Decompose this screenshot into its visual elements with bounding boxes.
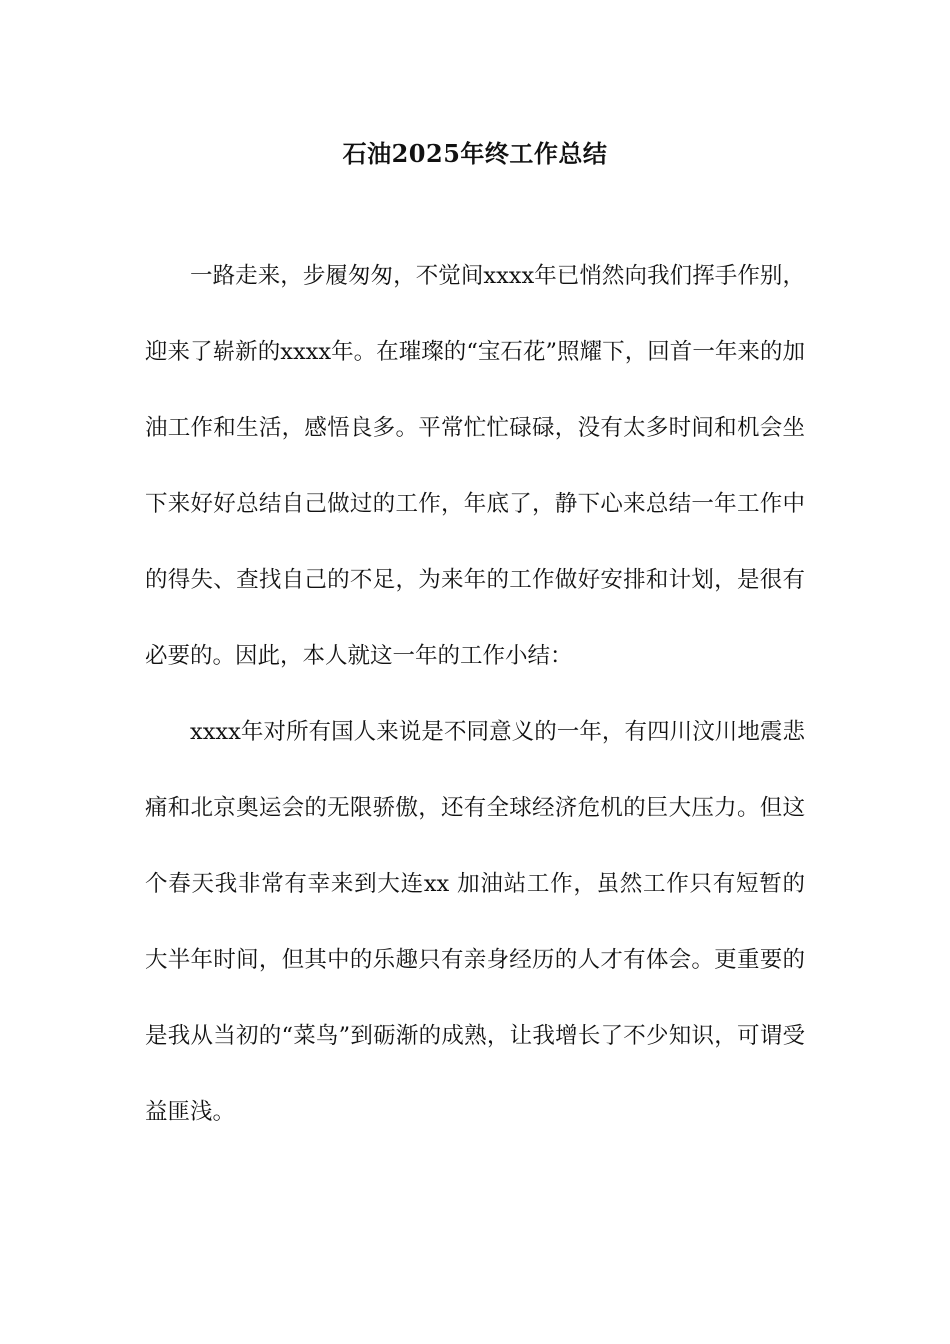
paragraph-intro: 一路走来，步履匆匆，不觉间xxxx年已悄然向我们挥手作别，迎来了崭新的xxxx年。在璀璨的“宝石花”照耀下，回首一年来的加油工作和生活，感悟良多。平常忙忙碌碌，没有太多时间和机会坐下来好好总结自己做过的工作，年底了，静下心来总结一年工作中的得失、查找自己的不足，为来年的工作做好安排和计划，是很有必要的。因此，本人就这一年的工作小结： (145, 263, 805, 669)
document-body (145, 238, 805, 1150)
document-title: 石油2025年终工作总结 (342, 139, 608, 168)
paragraph-year-review: xxxx年对所有国人来说是不同意义的一年，有四川汶川地震悲痛和北京奥运会的无限骄傲，还有全球经济危机的巨大压力。但这个春天我非常有幸来到大连xx 加油站工作，虽然工作只有短暂的大半年时间，但其中的乐趣只有亲身经历的人才有体会。更重要的是我从当初的“菜鸟”到砺渐的成熟，让我增长了不少知识，可谓受益匪浅。 (145, 719, 805, 1125)
